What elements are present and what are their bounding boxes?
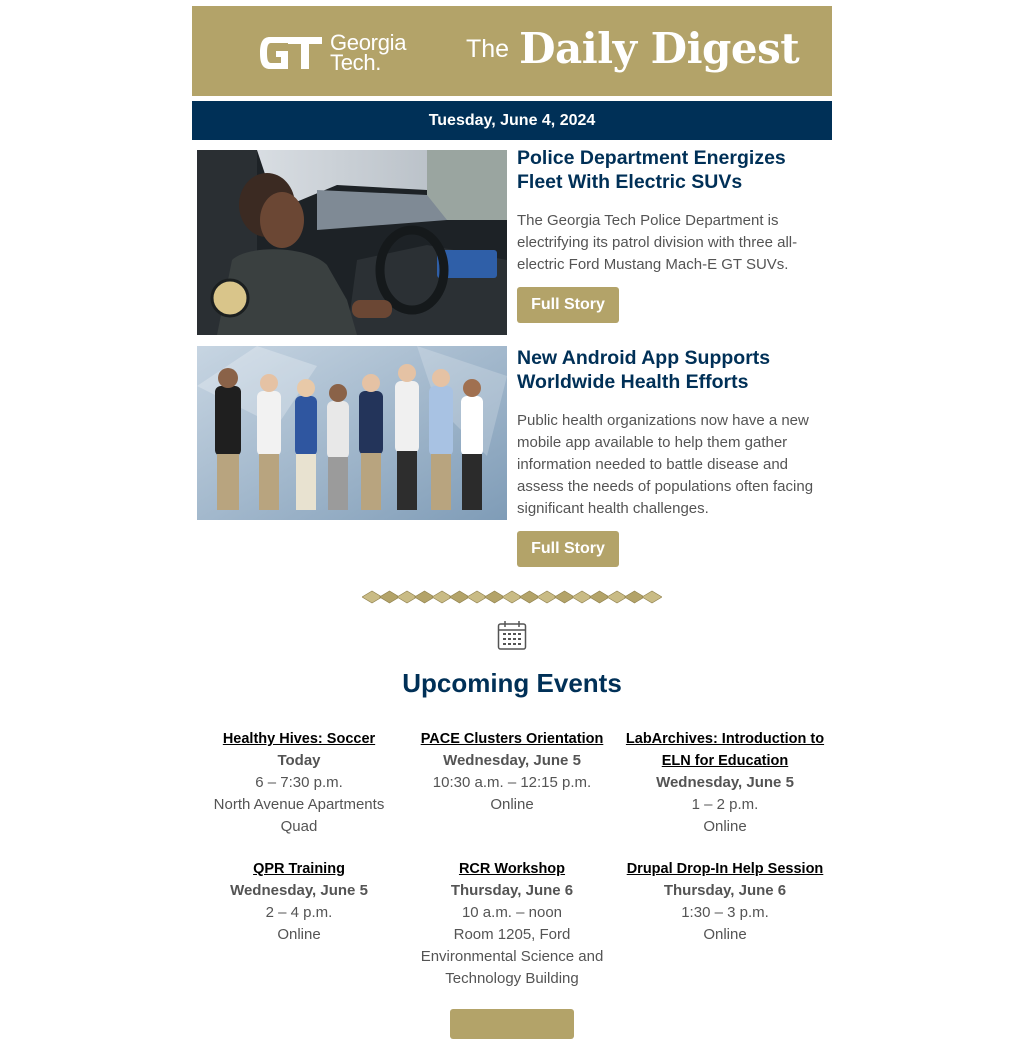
title-prefix: The [466,35,510,63]
event-location: Online [490,796,534,813]
event-date: Wednesday, June 5 [656,774,794,791]
diamond-divider [362,590,662,604]
event-date: Today [277,752,321,769]
divider-diamond [642,591,662,603]
event-location: Online [703,926,747,943]
gt-monogram-icon [258,33,324,73]
event-location: Online [277,926,321,943]
event-item [625,858,825,946]
story-item [192,346,832,596]
event-item [412,728,612,816]
date-bar [192,101,832,140]
story-body [517,146,829,323]
title-main: Daily Digest [519,24,800,73]
event-name-link[interactable]: Healthy Hives: Soccer [222,731,376,747]
event-date: Wednesday, June 5 [443,752,581,769]
story-image-police-suv[interactable] [197,150,507,335]
event-location: Room 1205, Ford Environmental Science and Technology Building [420,926,604,987]
full-story-button[interactable]: Full Story [517,287,619,323]
event-time: 10:30 a.m. – 12:15 p.m. [432,774,592,791]
logo-wordmark [330,30,407,75]
event-name-link[interactable]: LabArchives: Introduction to ELN for Education [625,731,825,769]
event-time: 6 – 7:30 p.m. [255,774,343,791]
event-item [412,858,612,990]
georgia-tech-logo[interactable] [258,30,406,76]
event-date: Thursday, June 6 [663,882,787,899]
story-title[interactable]: Police Department Energizes Fleet With Electric SUVs [517,147,786,193]
police-officer-in-car-image [197,150,507,335]
event-time: 1 – 2 p.m. [691,796,759,813]
event-item [625,728,825,838]
newsletter [192,6,832,987]
event-location: Online [703,818,747,835]
story-description: The Georgia Tech Police Department is electrifying its patrol division with three all-electric Ford Mustang Mach-E GT SUVs. [517,212,798,273]
event-date: Wednesday, June 5 [230,882,368,899]
events-heading: Upcoming Events [402,668,622,698]
full-story-button[interactable]: Full Story [517,531,619,567]
event-date: Thursday, June 6 [450,882,574,899]
header-banner [192,6,832,96]
event-item [199,858,399,946]
issue-date: Tuesday, June 4, 2024 [428,111,596,129]
logo-line-georgia: Georgia [330,30,407,55]
event-time: 10 a.m. – noon [461,904,563,921]
story-description: Public health organizations now have a new mobile app available to help them gather information needed to battle disease and assess the needs of populations often facing significant health challenges. [517,412,814,517]
story-title[interactable]: New Android App Supports Worldwide Health Efforts [517,347,771,393]
event-location: North Avenue Apartments Quad [213,796,385,835]
calendar-icon [497,619,527,651]
story-body [517,346,829,567]
logo-line-tech: Tech. [330,50,382,75]
more-events-button[interactable] [450,1009,574,1039]
event-time: 1:30 – 3 p.m. [681,904,769,921]
event-name-link[interactable]: RCR Workshop [458,861,566,877]
event-item [199,728,399,838]
story-image-android-app-team[interactable] [197,346,507,520]
story-item [192,140,832,346]
newsletter-title [466,24,799,73]
research-team-photo-image [197,346,507,520]
event-time: 2 – 4 p.m. [265,904,333,921]
event-name-link[interactable]: PACE Clusters Orientation [420,731,604,747]
event-name-link[interactable]: Drupal Drop-In Help Session [626,861,824,877]
event-name-link[interactable]: QPR Training [253,861,345,877]
